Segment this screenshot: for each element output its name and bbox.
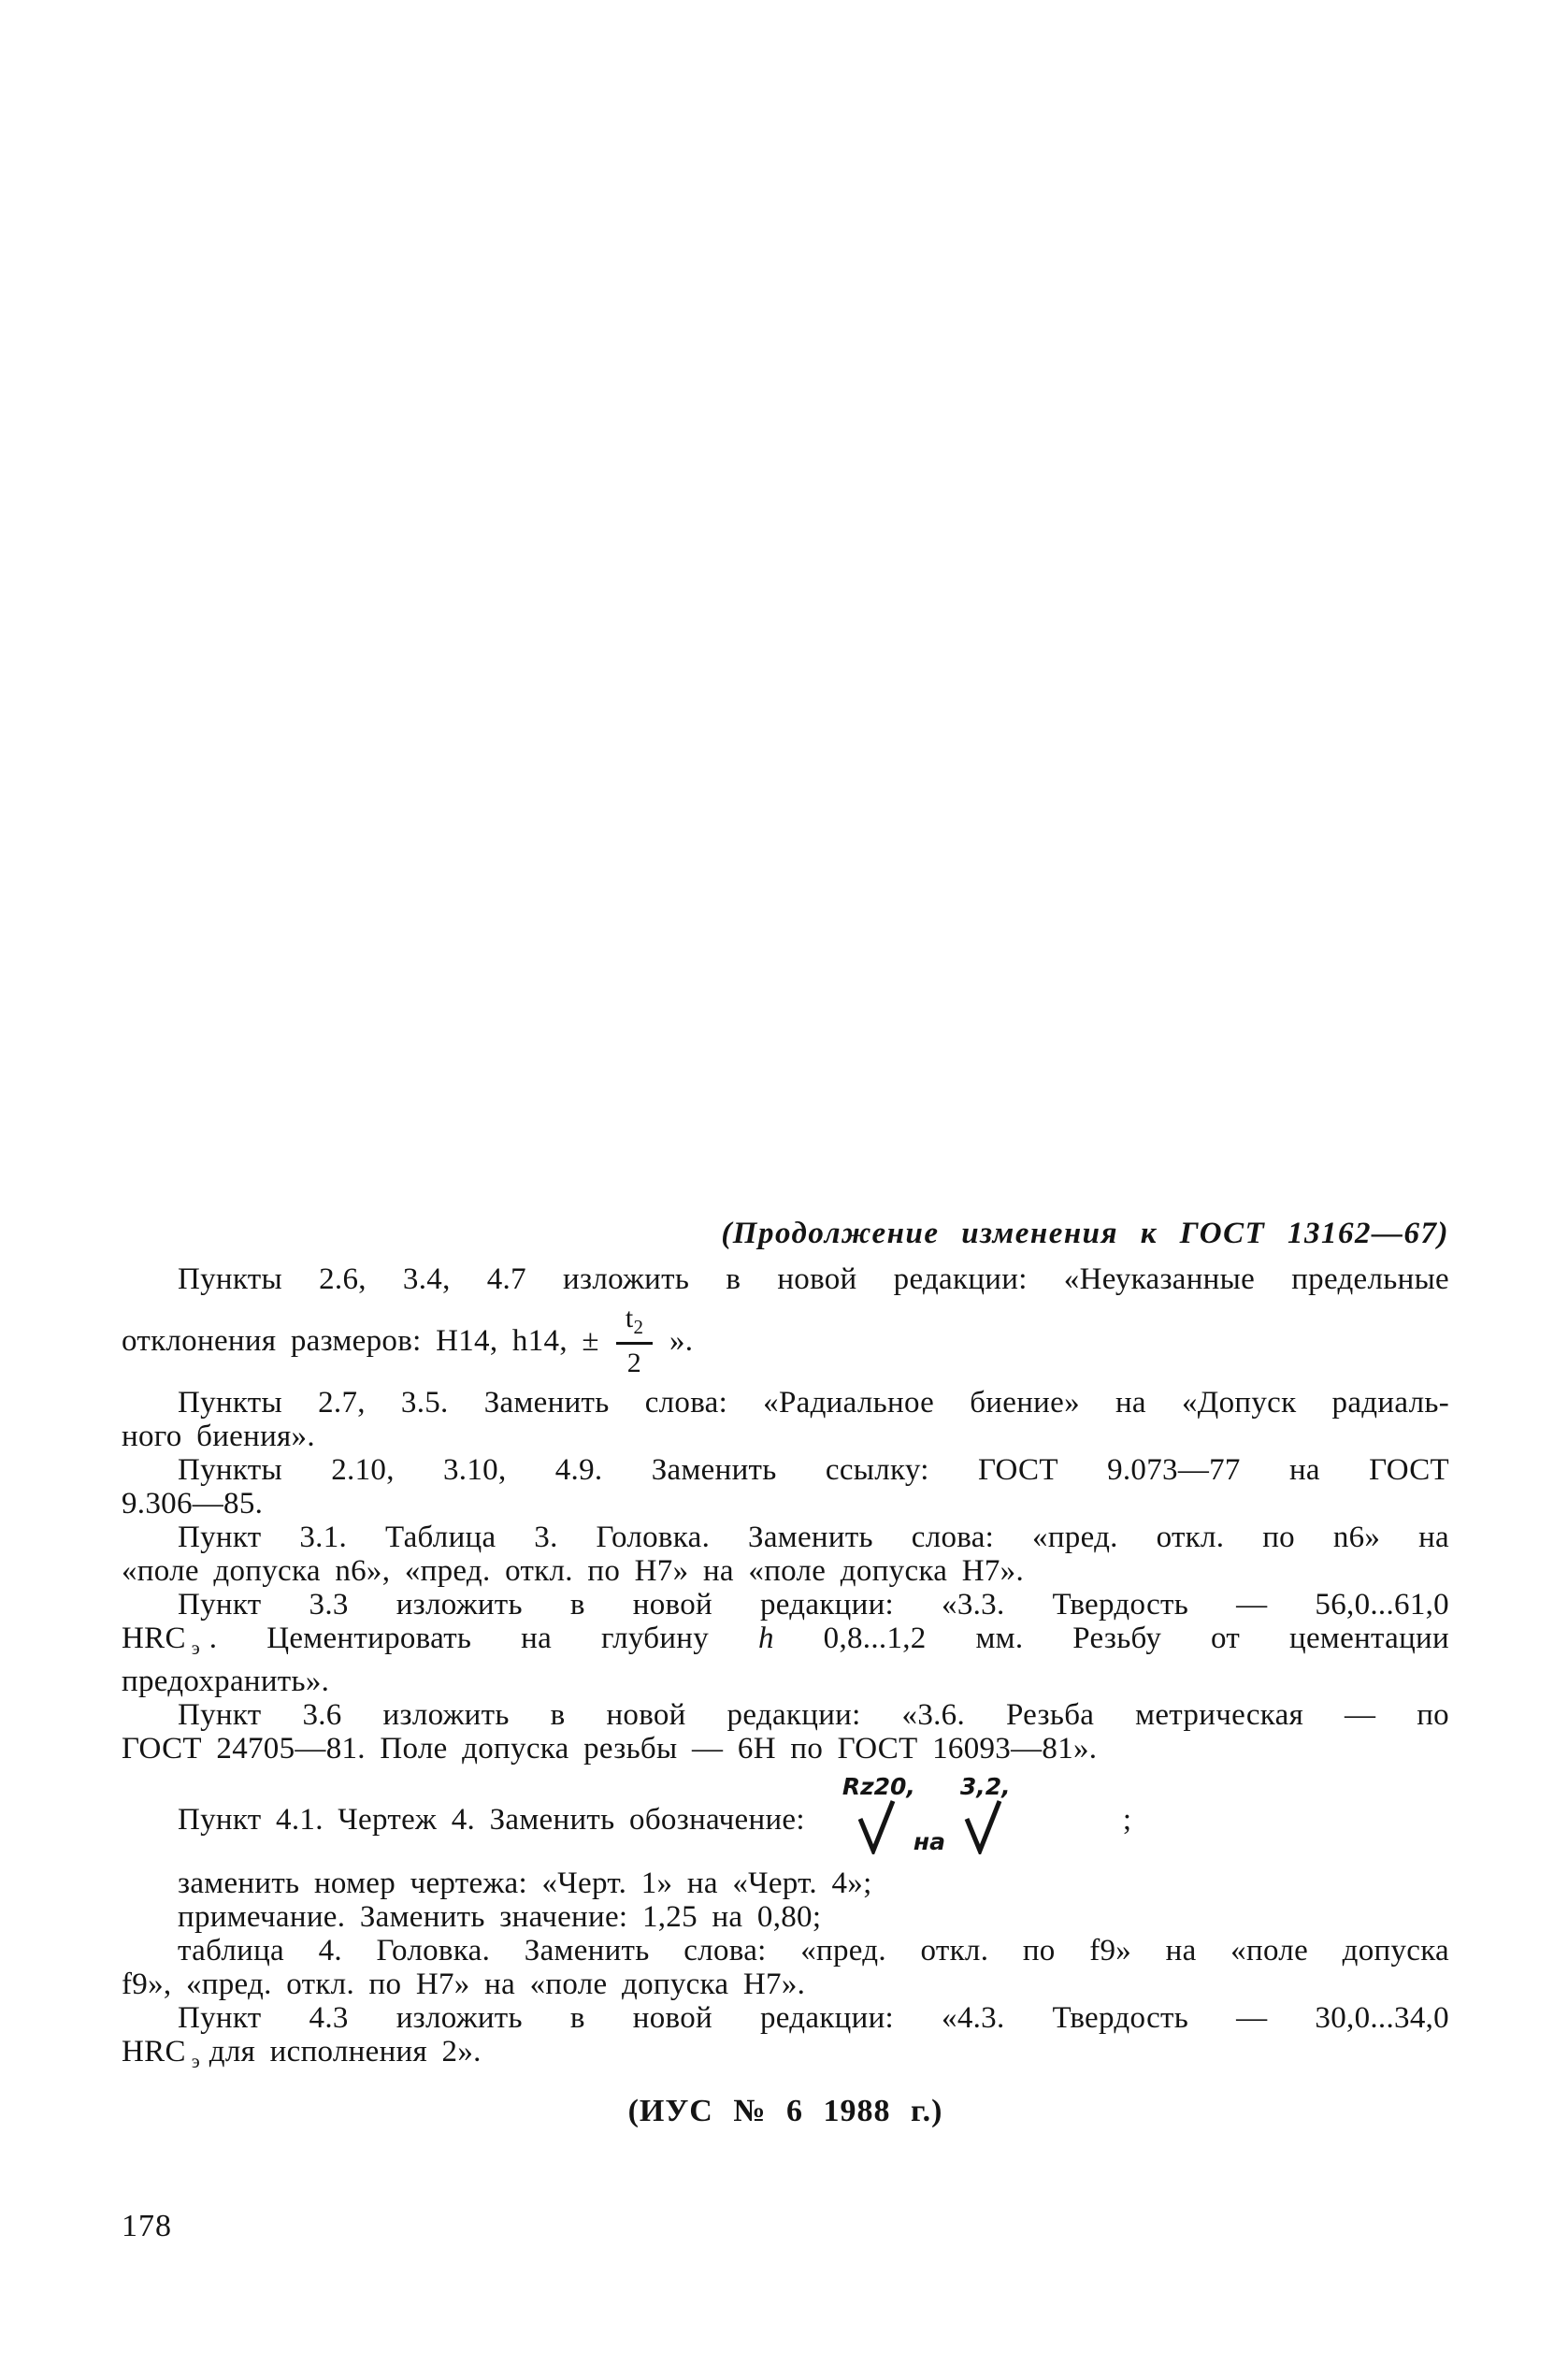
roughness-symbols-group: [842, 1775, 1067, 1865]
doc-line: Пункт 3.1. Таблица 3. Головка. Заменить слова: «пред. откл. по n6» на: [178, 1521, 1449, 1554]
doc-line: Пункт 3.6 изложить в новой редакции: «3.6. Резьба метрическая — по: [178, 1698, 1449, 1732]
word-na: на: [913, 1828, 945, 1855]
text-run: . Цементировать на глубину: [209, 1622, 710, 1655]
fraction-denominator: 2: [626, 1348, 642, 1378]
hrc-subscript: э: [191, 2050, 200, 2072]
fraction-numerator-subscript: 2: [633, 1316, 643, 1338]
doc-line: Пункты 2.10, 3.10, 4.9. Заменить ссылку: ГОСТ 9.073—77 на ГОСТ: [178, 1453, 1449, 1487]
fraction-t2-over-2: [616, 1305, 653, 1377]
text-run: для исполнения 2».: [209, 2035, 482, 2068]
text-run: HRC: [122, 1622, 186, 1655]
doc-line: f9», «пред. откл. по H7» на «поле допуска H7».: [122, 1968, 806, 2001]
doc-line: Пункты 2.6, 3.4, 4.7 изложить в новой редакции: «Неуказанные предельные: [178, 1262, 1449, 1296]
doc-line-with-fraction: [122, 1296, 1449, 1386]
text-run: HRC: [122, 2035, 186, 2068]
text-run: отклонения размеров: H14, h14, ±: [122, 1324, 599, 1358]
doc-line: Пункт 3.3 изложить в новой редакции: «3.3. Твердость — 56,0...61,0: [178, 1588, 1449, 1622]
text-run: 0,8...1,2 мм. Резьбу от цементации: [823, 1622, 1449, 1655]
roughness-check-icon: [964, 1798, 1005, 1854]
text-run: Пункт 4.1. Чертеж 4. Заменить обозначение:: [178, 1803, 805, 1837]
continuation-header: (Продолжение изменения к ГОСТ 13162—67): [721, 1217, 1449, 1250]
doc-line-hrc: [122, 2035, 1449, 2078]
doc-line: ГОСТ 24705—81. Поле допуска резьбы — 6Н по ГОСТ 16093—81».: [122, 1732, 1098, 1766]
doc-line: примечание. Заменить значение: 1,25 на 0,80;: [178, 1900, 822, 1934]
doc-line: таблица 4. Головка. Заменить слова: «пред. откл. по f9» на «поле допуска: [178, 1934, 1449, 1968]
page-number: 178: [122, 2209, 172, 2243]
doc-line: «поле допуска n6», «пред. откл. по H7» на «поле допуска H7».: [122, 1554, 1025, 1588]
fraction-numerator: $t_2$: [616, 1305, 653, 1345]
doc-line-hrc: [122, 1622, 1449, 1665]
doc-line-with-roughness-symbols: [122, 1773, 1449, 1867]
italic-h: h: [757, 1622, 774, 1655]
roughness-new-value: 3,2,: [959, 1773, 1011, 1800]
doc-line: Пункт 4.3 изложить в новой редакции: «4.3. Твердость — 30,0...34,0: [178, 2001, 1449, 2035]
doc-line: заменить номер чертежа: «Черт. 1» на «Черт. 4»;: [178, 1867, 872, 1900]
ius-issue-note: (ИУС № 6 1988 г.): [627, 2094, 943, 2128]
roughness-check-icon: [857, 1798, 899, 1854]
roughness-old-value: Rz20,: [842, 1773, 915, 1800]
doc-line: предохранить».: [122, 1665, 330, 1698]
doc-line: 9.306—85.: [122, 1487, 264, 1521]
doc-line: Пункты 2.7, 3.5. Заменить слова: «Радиальное биение» на «Допуск радиаль-: [178, 1386, 1449, 1420]
hrc-subscript: э: [191, 1636, 200, 1659]
doc-line: ного биения».: [122, 1420, 315, 1453]
text-run: ».: [669, 1324, 694, 1358]
document-body: [122, 1212, 1449, 2128]
text-run: ;: [1122, 1803, 1132, 1837]
